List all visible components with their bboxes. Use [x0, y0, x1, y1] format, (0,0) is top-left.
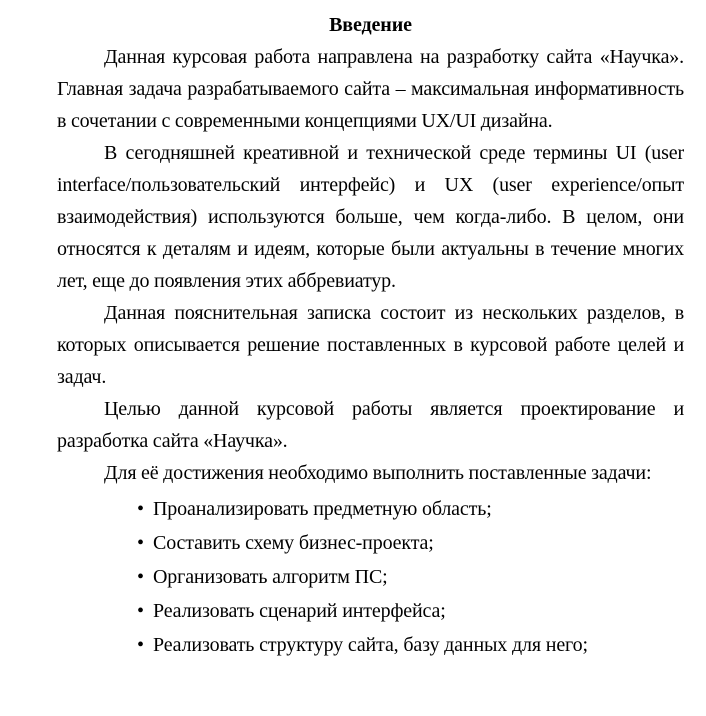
paragraph-goal: Целью данной курсовой работы является проектирование и разработка сайта «Научка». — [57, 398, 684, 452]
bullet-icon: • — [137, 498, 144, 520]
list-item — [57, 594, 684, 628]
paragraph-tasks-lead-in: Для её достижения необходимо выполнить поставленные задачи: — [104, 462, 652, 484]
list-item-text: Проанализировать предметную область; — [153, 498, 492, 520]
list-item — [57, 492, 684, 526]
paragraph-intro: Данная курсовая работа направлена на разработку сайта «Научка». Главная задача разрабатываемого сайта – максимальная информативность в сочетании с современными концепциями UX/UI дизайна. — [57, 46, 684, 132]
list-item — [57, 560, 684, 594]
document-content — [57, 9, 684, 662]
list-item — [57, 628, 684, 662]
list-item — [57, 526, 684, 560]
bullet-icon: • — [137, 566, 144, 588]
document-title: Введение — [329, 14, 412, 36]
list-item-text: Реализовать сценарий интерфейса; — [153, 600, 446, 622]
bullet-icon: • — [137, 634, 144, 656]
bullet-icon: • — [137, 532, 144, 554]
bullet-icon: • — [137, 600, 144, 622]
list-item-text: Составить схему бизнес-проекта; — [153, 532, 434, 554]
task-list — [57, 492, 684, 662]
paragraph-ui-ux-terms: В сегодняшней креативной и технической среде термины UI (user interface/пользовательский интерфейс) и UX (user experience/опыт взаимодействия) используются больше, чем когда-либо. В целом, они относятся к деталям и идеям, которые были актуальны в течение многих лет, еще до появления этих аббревиатур. — [57, 142, 684, 292]
list-item-text: Организовать алгоритм ПС; — [153, 566, 388, 588]
list-item-text: Реализовать структуру сайта, базу данных для него; — [153, 634, 588, 656]
paragraph-note-structure: Данная пояснительная записка состоит из нескольких разделов, в которых описывается решение поставленных в курсовой работе целей и задач. — [57, 302, 684, 388]
